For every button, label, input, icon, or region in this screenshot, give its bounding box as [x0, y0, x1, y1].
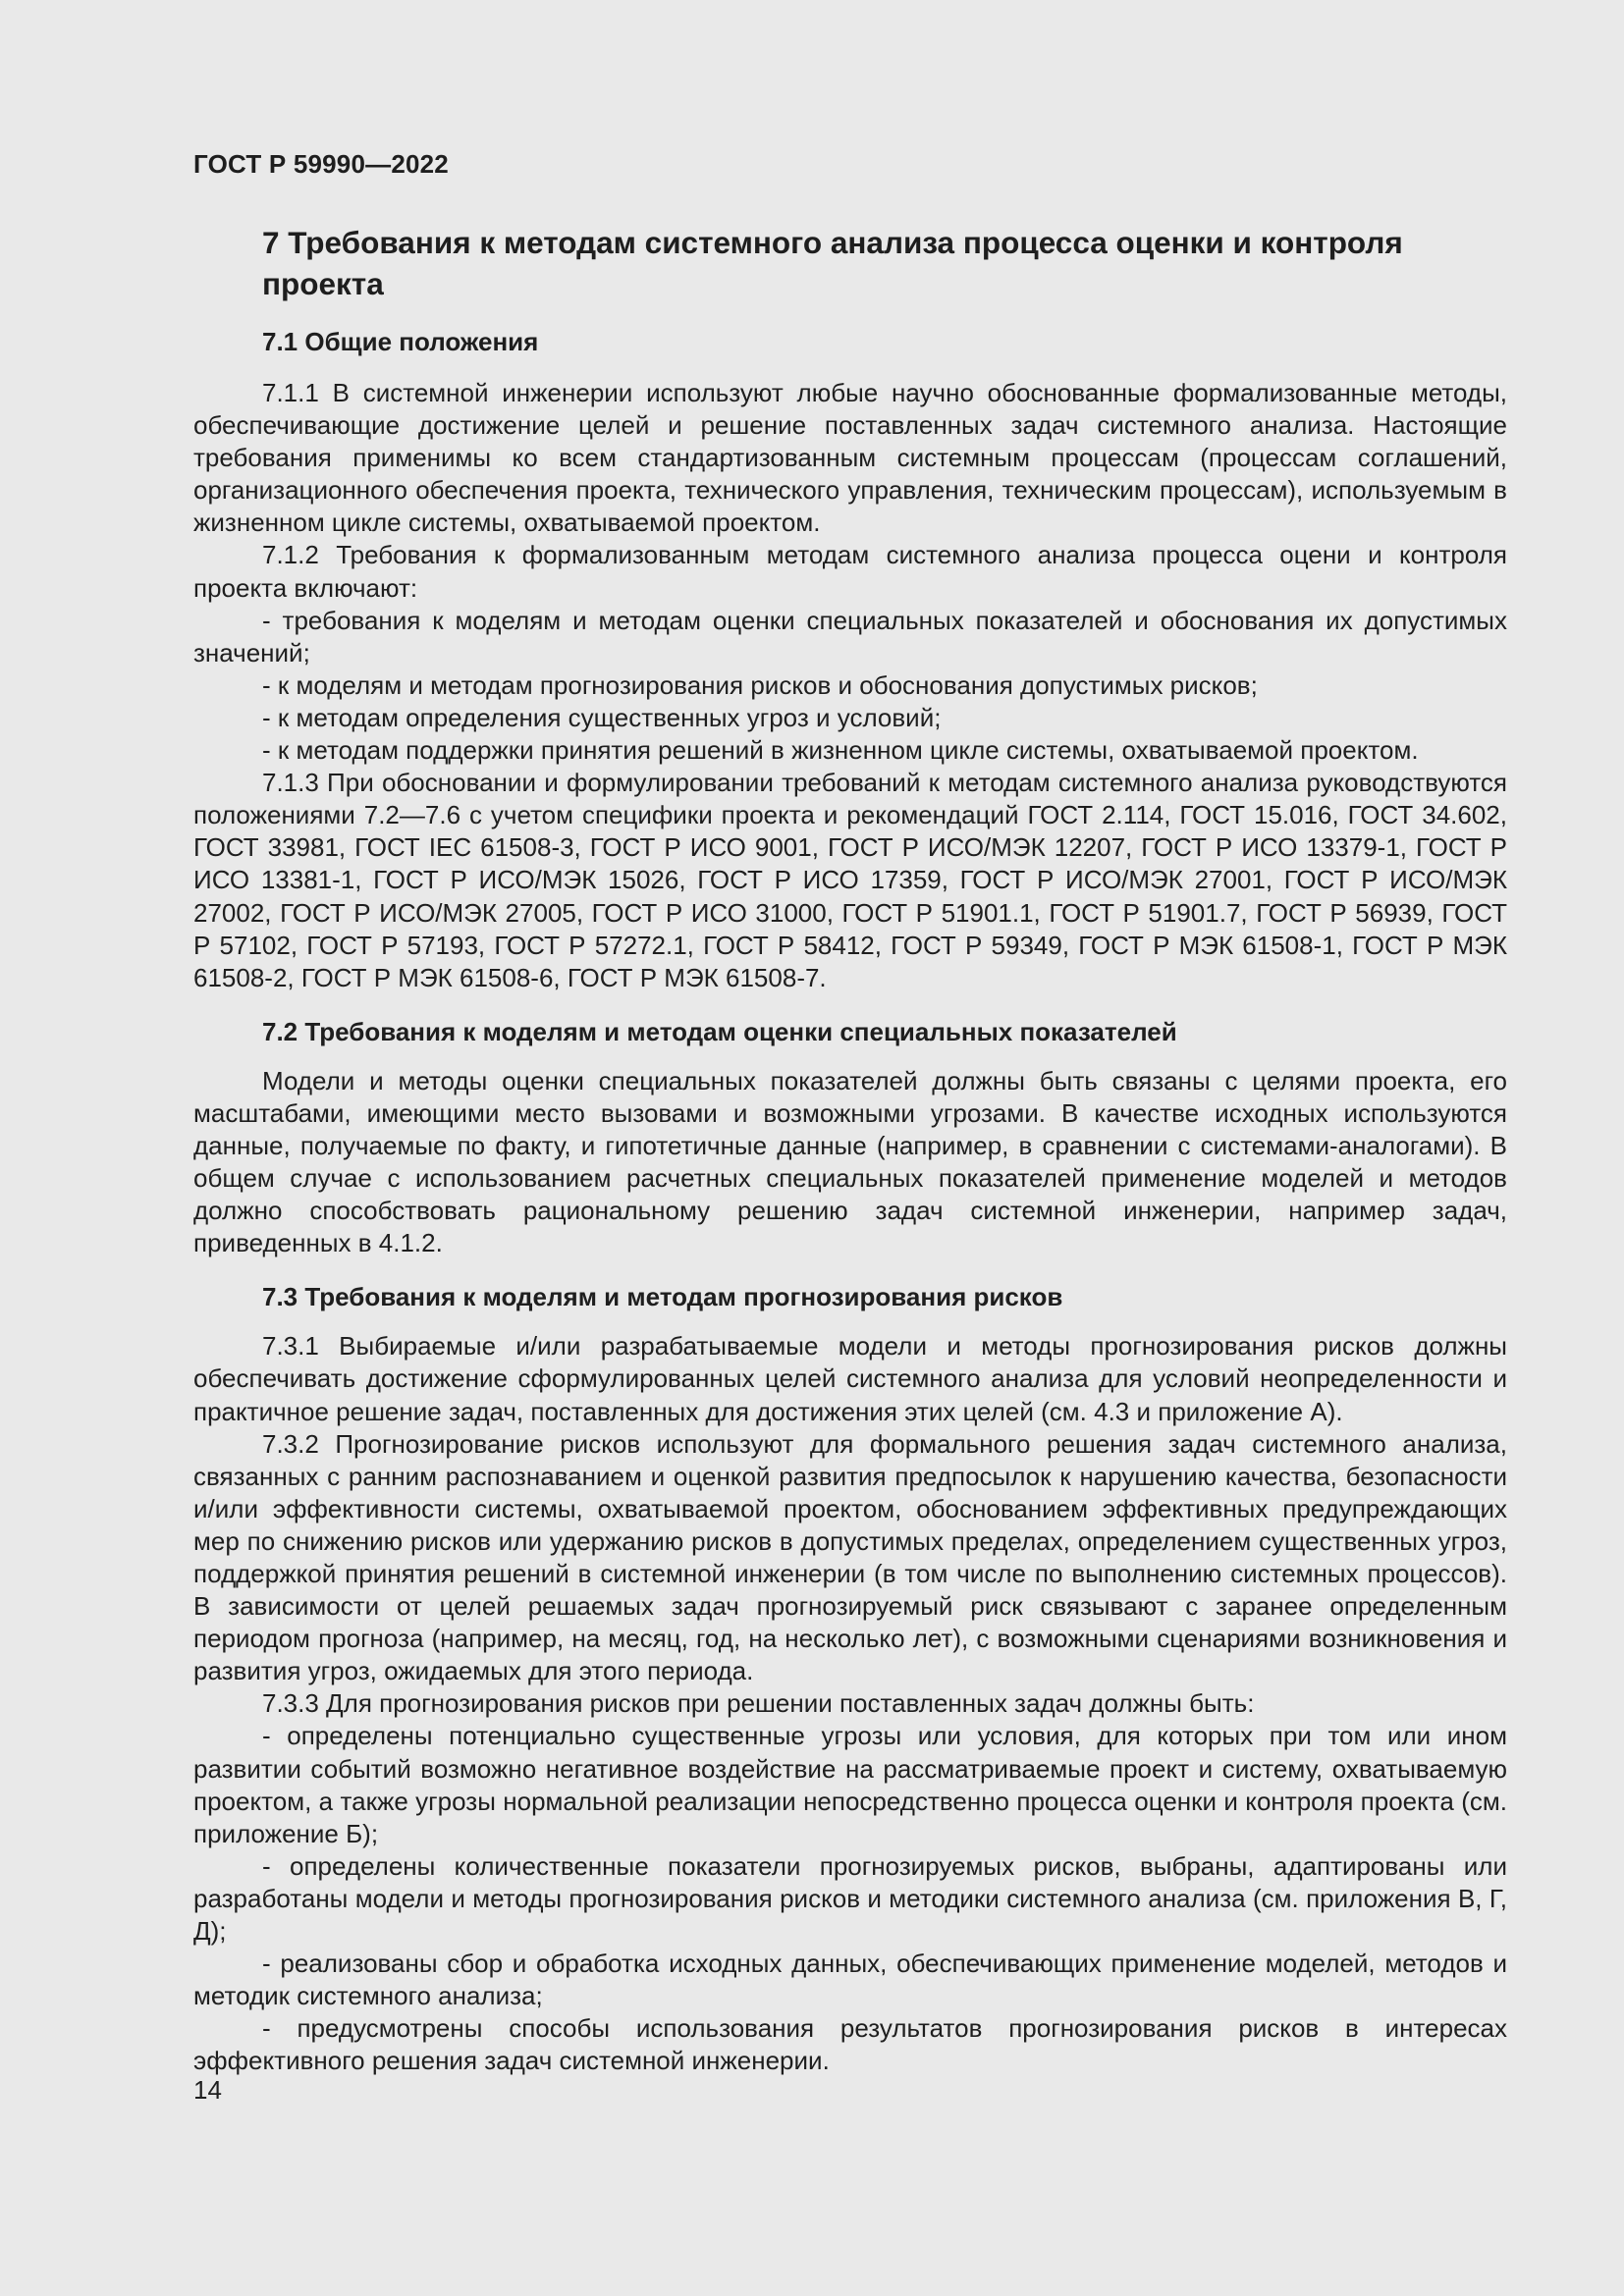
paragraph-7-1-3: 7.1.3 При обосновании и формулировании требований к методам системного анализа руководствуются положениями 7.2—7.6 с учетом специфики проекта и рекомендаций ГОСТ 2.114, ГОСТ 15.016, ГОСТ 34.602, ГОСТ 33981, ГОСТ IEC 61508-3, ГОСТ Р ИСО 9001, ГОСТ Р ИСО/МЭК 12207, ГОСТ Р ИСО 13379-1, ГОСТ Р ИСО 13381-1, ГОСТ Р ИСО/МЭК 15026, ГОСТ Р ИСО 17359, ГОСТ Р ИСО/МЭК 27001, ГОСТ Р ИСО/МЭК 27002, ГОСТ Р ИСО/МЭК 27005, ГОСТ Р ИСО 31000, ГОСТ Р 51901.1, ГОСТ Р 51901.7, ГОСТ Р 56939, ГОСТ Р 57102, ГОСТ Р 57193, ГОСТ Р 57272.1, ГОСТ Р 58412, ГОСТ Р 59349, ГОСТ Р МЭК 61508-1, ГОСТ Р МЭК 61508-2, ГОСТ Р МЭК 61508-6, ГОСТ Р МЭК 61508-7. [193, 768, 1507, 992]
paragraph-7-1-1: 7.1.1 В системной инженерии используют любые научно обоснованные формализованные методы, обеспечивающие достижение целей и решение поставленных задач системного анализа. Настоящие требования применимы ко всем стандартизованным системным процессам (процессам соглашений, организационного обеспечения проекта, технического управления, техническим процессам), используемым в жизненном цикле системы, охватываемой проектом. [193, 378, 1507, 538]
paragraph-7-1-2: 7.1.2 Требования к формализованным методам системного анализа процесса оцени и контроля проекта включают: [193, 540, 1507, 603]
paragraph-7-3-1: 7.3.1 Выбираемые и/или разрабатываемые модели и методы прогнозирования рисков должны обеспечивать достижение сформулированных целей системного анализа для условий неопределенности и практичное решение задач, поставленных для достижения этих целей (см. 4.3 и приложение А). [193, 1331, 1507, 1426]
list-item: - к моделям и методам прогнозирования рисков и обоснования допустимых рисков; [262, 669, 1258, 700]
paragraph-7-2: Модели и методы оценки специальных показателей должны быть связаны с целями проекта, его масштабами, имеющими место вызовами и возможными угрозами. В качестве исходных используются данные, получаемые по факту, и гипотетичные данные (например, в сравнении с системами-аналогами). В общем случае с использованием расчетных специальных показателей применение моделей и методов должно способствовать рациональному решению задач системной инженерии, например задач, приведенных в 4.1.2. [193, 1065, 1507, 1258]
list-item: - предусмотрены способы использования результатов прогнозирования рисков в интересах эффективного решения задач системной инженерии. [193, 2013, 1507, 2076]
paragraph-7-3-2: 7.3.2 Прогнозирование рисков используют для формального решения задач системного анализа, связанных с ранним распознаванием и оценкой развития предпосылок к нарушению качества, безопасности и/или эффективности системы, охватываемой проектом, обоснованием эффективных предупреждающих мер по снижению рисков или удержанию рисков в допустимых пределах, определением существенных угроз, поддержкой принятия решений в системной инженерии (в том числе по выполнению системных процессов). В зависимости от целей решаемых задач прогнозируемый риск связывают с заранее определенным периодом прогноза (например, на месяц, год, на несколько лет), с возможными сценариями возникновения и развития угроз, ожидаемых для этого периода. [193, 1428, 1507, 1686]
document-code-header: ГОСТ Р 59990—2022 [193, 149, 449, 179]
list-item: - реализованы сбор и обработка исходных данных, обеспечивающих применение моделей, методов и методик системного анализа; [193, 1949, 1507, 2011]
section-7-3-title: 7.3 Требования к моделям и методам прогнозирования рисков [262, 1282, 1063, 1312]
section-7-title: 7 Требования к методам системного анализа процесса оценки и контроля проекта [262, 225, 1403, 301]
list-item: - определены потенциально существенные угрозы или условия, для которых при том или ином развитии событий возможно негативное воздействие на рассматриваемые проект и систему, охватываемую проектом, а также угрозы нормальной реализации непосредственно процесса оценки и контроля проекта (см. приложение Б); [193, 1721, 1507, 1848]
section-7-2-title: 7.2 Требования к моделям и методам оценки специальных показателей [262, 1016, 1177, 1046]
list-item: - к методам поддержки принятия решений в жизненном цикле системы, охватываемой проектом. [262, 735, 1419, 766]
list-item: - требования к моделям и методам оценки специальных показателей и обоснования их допустимых значений; [193, 605, 1507, 667]
page-content [193, 222, 1507, 2078]
paragraph-7-3-3: 7.3.3 Для прогнозирования рисков при решении поставленных задач должны быть: [262, 1688, 1255, 1719]
list-item: - к методам определения существенных угроз и условий; [262, 702, 942, 732]
section-7-1-title: 7.1 Общие положения [262, 327, 539, 356]
list-item: - определены количественные показатели прогнозируемых рисков, выбраны, адаптированы или разработаны модели и методы прогнозирования рисков и методики системного анализа (см. приложения В, Г, Д); [193, 1850, 1507, 1947]
page-number: 14 [193, 2075, 222, 2105]
